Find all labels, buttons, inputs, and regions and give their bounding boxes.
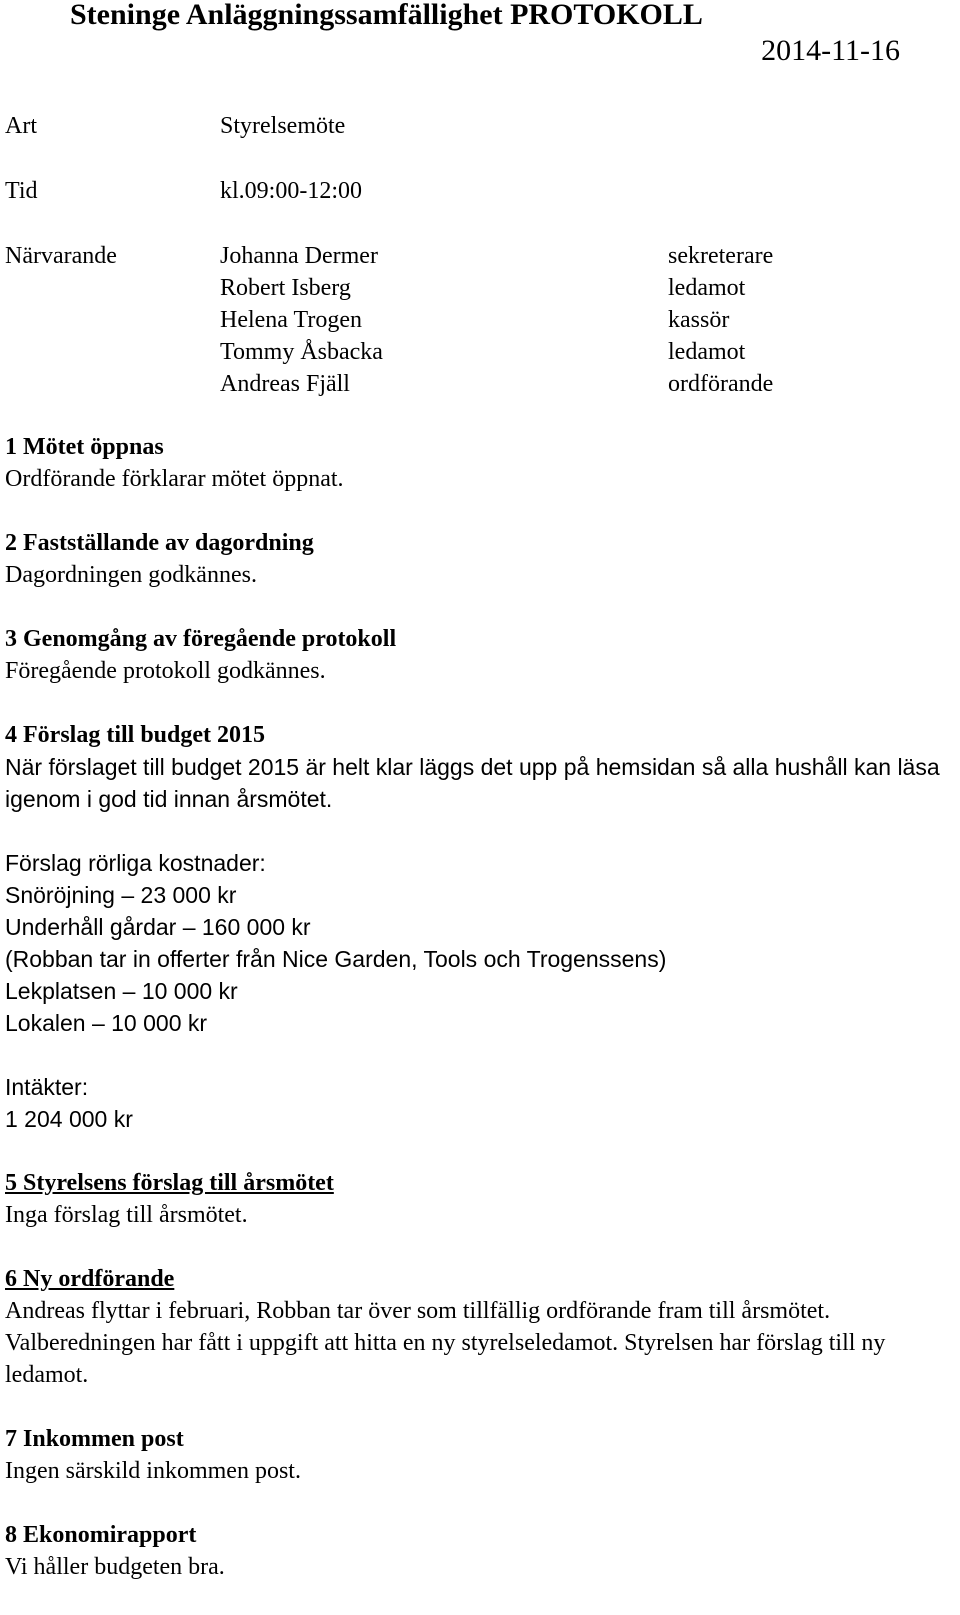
cost-line: Lokalen – 10 000 kr [5, 1010, 208, 1036]
attendee-row [220, 240, 820, 272]
cost-line: Underhåll gårdar – 160 000 kr [5, 914, 311, 940]
tid-label: Tid [5, 178, 38, 204]
document-date: 2014-11-16 [761, 34, 900, 67]
section-text: Dagordningen godkännes. [5, 562, 257, 588]
section-text: Inga förslag till årsmötet. [5, 1202, 248, 1228]
cost-line: Snöröjning – 23 000 kr [5, 882, 237, 908]
attendee-row [220, 304, 820, 336]
document-title: Steninge Anläggningssamfällighet PROTOKOLL [70, 0, 703, 31]
section-3 [5, 623, 955, 687]
income-value: 1 204 000 kr [5, 1106, 133, 1132]
section-5 [5, 1167, 955, 1231]
section-text: Ordförande förklarar mötet öppnat. [5, 466, 344, 492]
art-label: Art [5, 113, 37, 139]
section-title: 8 Ekonomirapport [5, 1522, 197, 1548]
costs-heading: Förslag rörliga kostnader: [5, 850, 266, 876]
cost-line: (Robban tar in offerter från Nice Garden, Tools och Trogenssens) [5, 946, 667, 972]
cost-line: Lekplatsen – 10 000 kr [5, 978, 238, 1004]
art-value: Styrelsemöte [220, 113, 346, 139]
attendee-name: Andreas Fjäll [220, 371, 350, 397]
section-title: 2 Fastställande av dagordning [5, 530, 314, 556]
section-title: 3 Genomgång av föregående protokoll [5, 626, 397, 652]
attendee-role: kassör [668, 307, 730, 333]
attendee-name: Tommy Åsbacka [220, 339, 383, 365]
section-title: 1 Mötet öppnas [5, 434, 164, 460]
section-text: Valberedningen har fått i uppgift att hitta en ny styrelseledamot. Styrelsen har förslag till ny ledamot. [5, 1330, 886, 1388]
section-text: Vi håller budgeten bra. [5, 1554, 225, 1580]
section-8 [5, 1519, 955, 1583]
section-text: När förslaget till budget 2015 är helt klar läggs det upp på hemsidan så alla hushåll kan läsa igenom i god tid innan årsmötet. [5, 754, 940, 812]
section-text: Ingen särskild inkommen post. [5, 1458, 301, 1484]
attendee-role: ordförande [668, 371, 774, 397]
tid-value: kl.09:00-12:00 [220, 178, 362, 204]
section-4 [5, 719, 955, 1135]
section-7 [5, 1423, 955, 1487]
attendee-name: Johanna Dermer [220, 243, 378, 269]
section-2 [5, 527, 955, 591]
attendee-role: sekreterare [668, 243, 774, 269]
attendee-row [220, 368, 820, 400]
attendee-role: ledamot [668, 275, 746, 301]
narvarande-label: Närvarande [5, 243, 117, 269]
attendee-name: Helena Trogen [220, 307, 362, 333]
income-heading: Intäkter: [5, 1074, 89, 1100]
attendee-row [220, 272, 820, 304]
attendee-name: Robert Isberg [220, 275, 351, 301]
attendee-list [220, 240, 820, 400]
protocol-sections [5, 431, 955, 1615]
section-title: 4 Förslag till budget 2015 [5, 722, 266, 748]
section-text: Andreas flyttar i februari, Robban tar över som tillfällig ordförande fram till årsmötet. [5, 1298, 831, 1324]
section-title: 6 Ny ordförande [5, 1266, 175, 1292]
section-6 [5, 1263, 955, 1391]
section-title: 7 Inkommen post [5, 1426, 184, 1452]
attendee-row [220, 336, 820, 368]
section-1 [5, 431, 955, 495]
section-title: 5 Styrelsens förslag till årsmötet [5, 1170, 334, 1196]
attendee-role: ledamot [668, 339, 746, 365]
section-text: Föregående protokoll godkännes. [5, 658, 326, 684]
